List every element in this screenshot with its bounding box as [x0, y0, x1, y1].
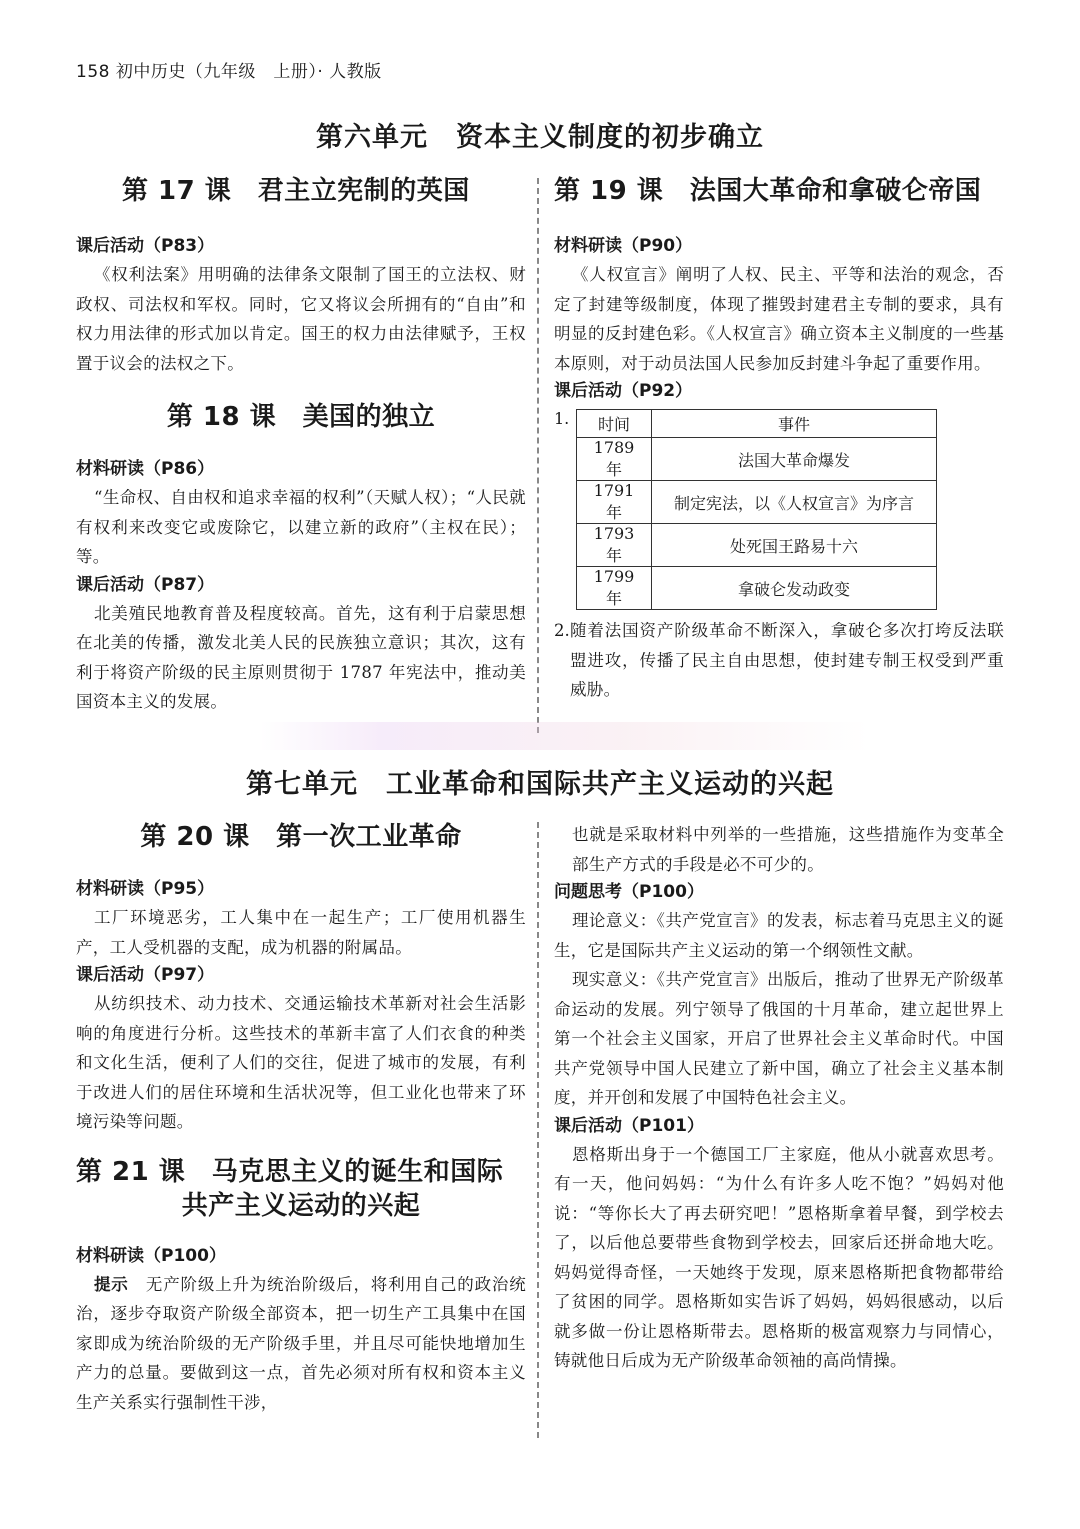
table-cell-year: 1791 年 [577, 481, 652, 524]
timeline-table [576, 409, 937, 610]
question-2-text: 随着法国资产阶级革命不断深入，拿破仑多次打垮反法联盟进攻，传播了民主自由思想，使封建专制王权受到严重威胁。 [570, 621, 1004, 699]
lesson20-text-p95: 工厂环境恶劣，工人集中在一起生产；工厂使用机器生产，工人受机器的支配，成为机器的附属品。 [76, 908, 526, 957]
unit6-title: 第六单元 资本主义制度的初步确立 [316, 122, 764, 153]
lesson21-continued [554, 820, 1004, 1376]
lesson21-label-p100: 材料研读（P100） [76, 1245, 226, 1266]
column-divider [537, 178, 539, 733]
lesson21-title-line1: 第 21 课 马克思主义的诞生和国际 [76, 1156, 504, 1187]
lesson21-label-p101: 课后活动（P101） [554, 1115, 704, 1136]
question-1 [554, 409, 1004, 610]
lesson18-title: 第 18 课 美国的独立 [166, 402, 436, 432]
lesson17-text: 《权利法案》用明确的法律条文限制了国王的立法权、财政权、司法权和军权。同时，它又将议会所拥有的“自由”和权力用法律的形式加以肯定。国王的权力由法律赋予，王权置于议会的法权之下。 [76, 265, 526, 373]
table-row [577, 438, 937, 481]
table-cell-event: 法国大革命爆发 [652, 438, 937, 481]
column-divider-2 [537, 822, 539, 1438]
lesson20-title: 第 20 课 第一次工业革命 [140, 822, 462, 852]
lesson17-label-p83: 课后活动（P83） [76, 236, 215, 256]
lesson18-text-p86: “生命权、自由权和追求幸福的权利”（天赋人权）；“人民就有权利来改变它或废除它，以建立新的政府”（主权在民）；等。 [76, 488, 526, 566]
table-row [577, 524, 937, 567]
table-row [577, 567, 937, 610]
theoretical-significance: 理论意义：《共产党宣言》的发表，标志着马克思主义的诞生，它是国际共产主义运动的第一个纲领性文献。 [554, 911, 1004, 960]
unit7-title: 第七单元 工业革命和国际共产主义运动的兴起 [246, 769, 834, 800]
lesson20-section [76, 820, 526, 1417]
table-cell-event: 拿破仑发动政变 [652, 567, 937, 610]
lesson19-section [554, 174, 1004, 705]
lesson18-label-p86: 材料研读（P86） [76, 459, 215, 479]
practical-significance: 现实意义：《共产党宣言》出版后，推动了世界无产阶级革命运动的发展。列宁领导了俄国的十月革命，建立起世界上第一个社会主义国家，开启了世界社会主义革命时代。中国共产党领导中国人民建立了新中国，确立了社会主义基本制度，并开创和发展了中国特色社会主义。 [554, 970, 1004, 1107]
lesson19-label-p92: 课后活动（P92） [554, 381, 693, 401]
table-cell-year: 1789 年 [577, 438, 652, 481]
lesson18-text-p87: 北美殖民地教育普及程度较高。首先，这有利于启蒙思想在北美的传播，激发北美人民的民族独立意识；其次，这有利于将资产阶级的民主原则贯彻于 1787 年宪法中，推动美国资本主义的发展。 [76, 603, 526, 711]
question-2 [554, 616, 1004, 705]
lesson21-hint [76, 1270, 526, 1418]
lesson17-title: 第 17 课 君主立宪制的英国 [122, 176, 470, 206]
hint-text-continued: 也就是采取材料中列举的一些措施，这些措施作为变革全部生产方式的手段是必不可少的。 [572, 825, 1004, 874]
table-header-time: 时间 [577, 410, 652, 438]
lesson19-text-p90: 《人权宣言》阐明了人权、民主、平等和法治的观念，否定了封建等级制度，体现了摧毁封建君主专制的要求，具有明显的反封建色彩。《人权宣言》确立资本主义制度的一些基本原则，对于动员法国人民参加反封建斗争起了重要作用。 [554, 265, 1004, 373]
lesson19-title: 第 19 课 法国大革命和拿破仑帝国 [554, 176, 982, 206]
hint-label: 提示 [94, 1274, 129, 1294]
lesson21-label-question: 问题思考（P100） [554, 882, 704, 902]
question-2-number: 2. [554, 621, 570, 640]
hint-text: 无产阶级上升为统治阶级后，将利用自己的政治统治，逐步夺取资产阶级全部资本，把一切生产工具集中在国家即成为统治阶级的无产阶级手里，并且尽可能快地增加生产力的总量。要做到这一点，首先必须对所有权和资本主义生产关系实行强制性干涉， [76, 1274, 526, 1412]
table-cell-event: 处死国王路易十六 [652, 524, 937, 567]
lesson20-text-p97: 从纺织技术、动力技术、交通运输技术革新对社会生活影响的角度进行分析。这些技术的革新丰富了人们衣食的种类和文化生活，便利了人们的交往，促进了城市的发展，有利于改进人们的居住环境和生活状况等，但工业化也带来了环境污染等问题。 [76, 994, 526, 1131]
page-header: 158 初中历史（九年级 上册）· 人教版 [76, 62, 382, 82]
lesson20-label-p95: 材料研读（P95） [76, 879, 215, 899]
lesson21-text-p101: 恩格斯出身于一个德国工厂主家庭，他从小就喜欢思考。有一天，他问妈妈：“为什么有许多人吃不饱？”妈妈对他说：“等你长大了再去研究吧！”恩格斯拿着早餐，到学校去了，以后他总要带些食物到学校去，回家后还拼命地大吃。妈妈觉得奇怪，一天她终于发现，原来恩格斯把食物都带给了贫困的同学。恩格斯如实告诉了妈妈，妈妈很感动，以后就多做一份让恩格斯带去。恩格斯的极富观察力与同情心，铸就他日后成为无产阶级革命领袖的高尚情操。 [554, 1144, 1004, 1370]
table-row [577, 481, 937, 524]
scan-smudge [260, 722, 870, 750]
table-cell-year: 1793 年 [577, 524, 652, 567]
table-cell-year: 1799 年 [577, 567, 652, 610]
table-cell-event: 制定宪法，以《人权宣言》为序言 [652, 481, 937, 524]
lesson18-label-p87: 课后活动（P87） [76, 574, 215, 595]
lesson17-section [76, 174, 526, 717]
question-1-number: 1. [554, 409, 570, 428]
lesson21-title-line2: 共产主义运动的兴起 [181, 1190, 421, 1221]
table-header-event: 事件 [652, 410, 937, 438]
lesson20-label-p97: 课后活动（P97） [76, 965, 215, 985]
lesson19-label-p90: 材料研读（P90） [554, 236, 693, 256]
